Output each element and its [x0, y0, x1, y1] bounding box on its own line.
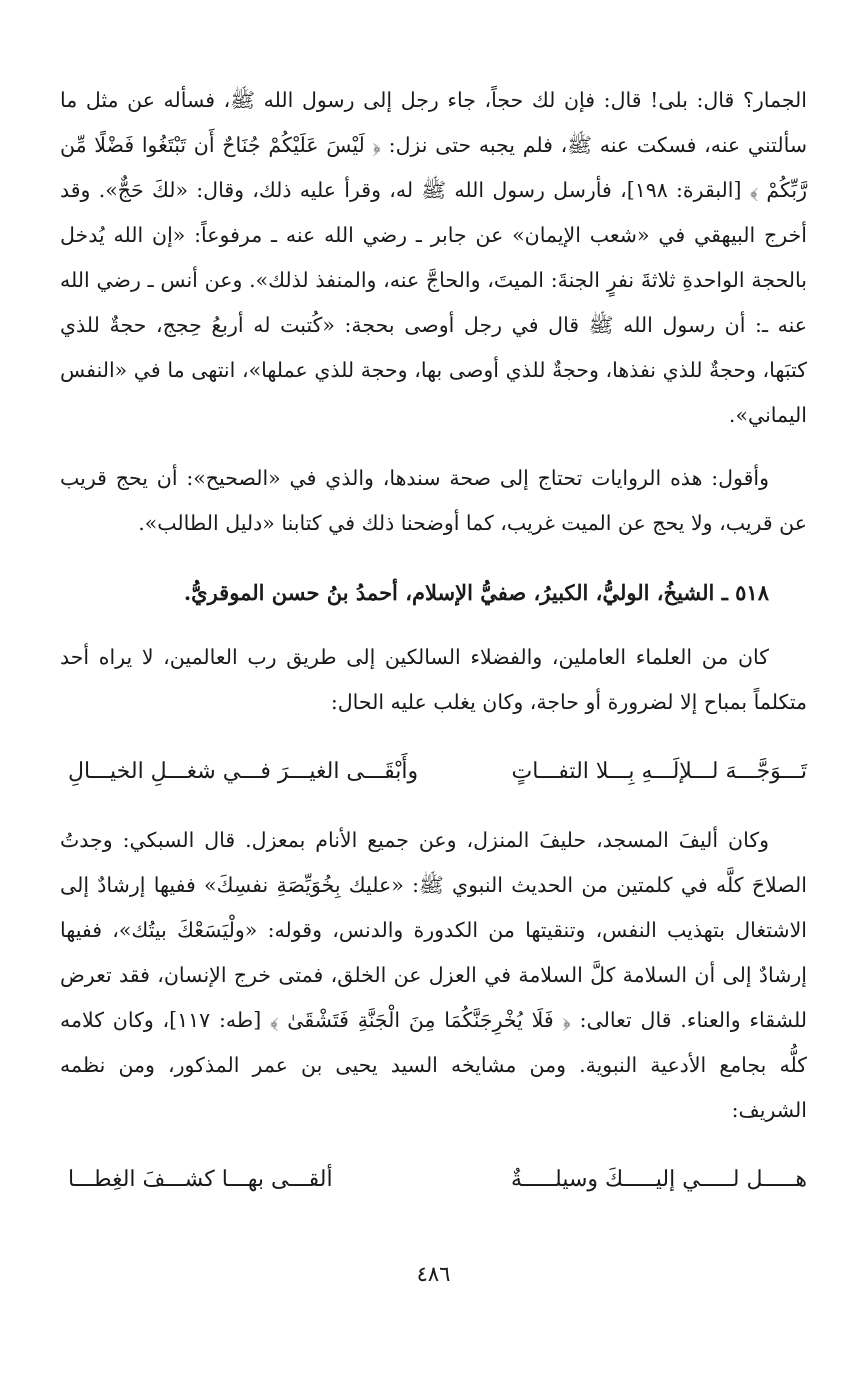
- paragraph-biography-intro: كان من العلماء العاملين، والفضلاء السالكين إلى طريق رب العالمين، لا يراه أحد متكلماً بمباح إلا لضرورة أو حاجة، وكان يغلب عليه الحال:: [60, 645, 807, 714]
- page-body: [60, 78, 807, 1226]
- poem-verse-2: [60, 1157, 807, 1202]
- verse-1-second-hemistich: وأَبْقَـــى الغيـــرَ فـــي شغـــلِ الخيـــالِ: [68, 759, 419, 784]
- page-number: ٤٨٦: [416, 1262, 451, 1286]
- verse-1-first-hemistich: تَـــوَجَّـــهَ لـــلإلَـــهِ بِـــلا التفـــاتٍ: [511, 759, 807, 784]
- paragraph-hadith-hajj: الجمار؟ قال: بلى! قال: فإن لك حجاً، جاء رجل إلى رسول الله ﷺ، فسأله عن مثل ما سألتني عنه، فسكت عنه ﷺ، فلم يجبه حتى نزل: ﴿ لَيْسَ عَلَيْكُمْ جُنَاحٌ أَن تَبْتَغُوا فَضْلًا مِّن رَّبِّكُمْ ﴾ [البقرة: ١٩٨]، فأرسل رسول الله ﷺ له، وقرأ عليه ذلك، وقال: «لكَ حَجٌّ». وقد أخرج البيهقي في «شعب الإيمان» عن جابر ـ رضي الله عنه ـ مرفوعاً: «إن الله يُدخل بالحجة الواحدةِ ثلاثةَ نفرٍ الجنةَ: الميتَ، والحاجَّ عنه، والمنفذ لذلك». وعن أنس ـ رضي الله عنه ـ: أن رسول الله ﷺ قال في رجل أوصى بحجة: «كُتبت له أربعُ حِجج، حجةٌ للذي كتبَها، وحجةٌ للذي نفذها، وحجةٌ للذي أوصى بها، وحجة للذي عملها»، انتهى ما في «النفس اليماني».: [60, 88, 807, 427]
- verse-2-first-hemistich: هـــــل لـــــي إليـــــكَ وسيلـــــةٌ: [511, 1167, 807, 1192]
- biography-heading: ٥١٨ ـ الشيخُ، الوليُّ، الكبيرُ، صفيُّ الإسلام، أحمدُ بنُ حسن الموقريُّ.: [183, 580, 769, 605]
- paragraph-biography-details: وكان أليفَ المسجد، حليفَ المنزل، وعن جميع الأنام بمعزل. قال السبكي: وجدتُ الصلاحَ كلَّه في كلمتين من الحديث النبوي ﷺ: «عليك بِخُوَيِّصَةِ نفسِكَ» ففيها إرشادٌ إلى الاشتغال بتهذيب النفس، وتنقيتها من الكدورة والدنس، وقوله: «ولْيَسَعْكَ بيتُك»، ففيها إرشادٌ إلى أن السلامة كلَّ السلامة في العزل عن الخلق، فمتى خرج الإنسان، فقد تعرض للشقاء والعناء. قال تعالى: ﴿ فَلَا يُخْرِجَنَّكُمَا مِنَ الْجَنَّةِ فَتَشْقَىٰ ﴾ [طه: ١١٧]، وكان كلامه كلُّه بجامع الأدعية النبوية. ومن مشايخه السيد يحيى بن عمر المذكور، ومن نظمه الشريف:: [60, 828, 807, 1122]
- verse-2-second-hemistich: ألقـــى بهـــا كشـــفَ الغِطـــا: [68, 1167, 333, 1192]
- poem-verse-1: [60, 749, 807, 794]
- paragraph-author-comment: وأقول: هذه الروايات تحتاج إلى صحة سندها، والذي في «الصحيح»: أن يحج قريب عن قريب، ولا يحج عن الميت غريب، كما أوضحنا ذلك في كتابنا «دليل الطالب».: [60, 466, 807, 535]
